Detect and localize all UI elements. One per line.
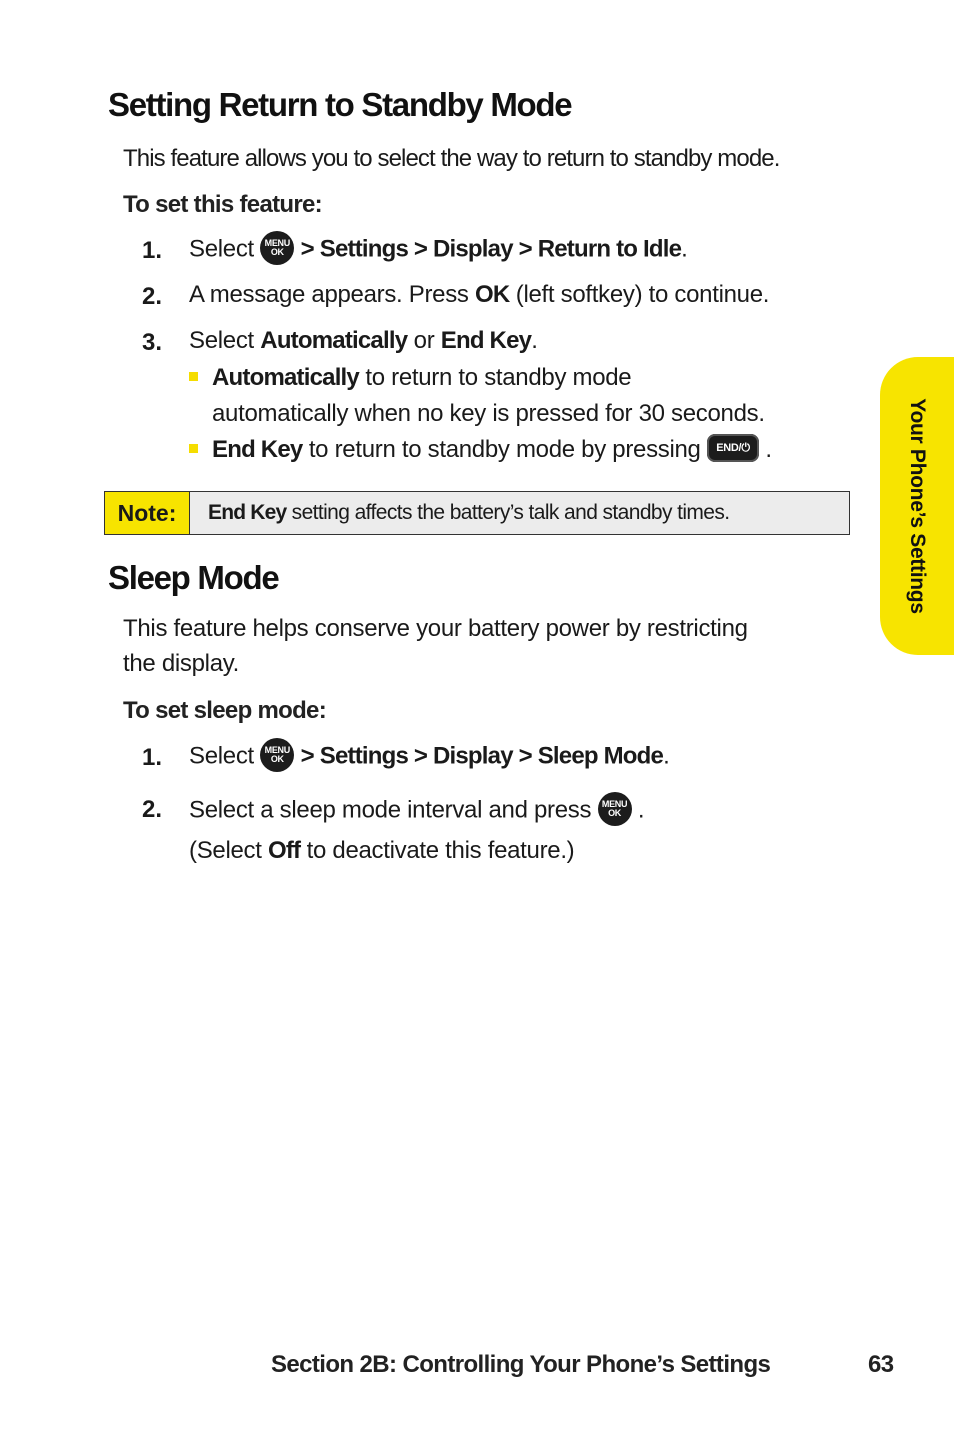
step-1: Select MENU OK > Settings > Display > Return to Idle. xyxy=(189,233,688,267)
section-heading-return-to-standby: Setting Return to Standby Mode xyxy=(108,86,572,123)
section-intro-line2: the display. xyxy=(123,650,240,677)
menu-ok-key-icon: MENU OK xyxy=(260,231,294,265)
bullet-end-key: End Key to return to standby mode by pressing END/⏻ . xyxy=(189,436,772,465)
step-3: Select Automatically or End Key. xyxy=(189,327,538,354)
footer-section-title: Section 2B: Controlling Your Phone’s Settings xyxy=(271,1351,771,1378)
section-intro-line1: This feature helps conserve your battery power by restricting xyxy=(123,615,748,642)
section-intro: This feature allows you to select the way to return to standby mode. xyxy=(123,145,780,172)
menu-ok-key-icon: MENU OK xyxy=(260,738,294,772)
step-text: Select xyxy=(189,235,254,263)
procedure-subheading: To set sleep mode: xyxy=(123,697,327,724)
note-box xyxy=(104,491,850,535)
menu-path: > Settings > Display > Sleep Mode xyxy=(300,742,664,770)
menu-path: > Settings > Display > Return to Idle xyxy=(300,235,682,263)
note-text: End Key setting affects the battery’s talk and standby times. xyxy=(208,501,730,524)
step-number: 3. xyxy=(142,329,163,356)
section-heading-sleep-mode: Sleep Mode xyxy=(108,559,279,596)
step-number: 1. xyxy=(142,237,163,264)
bullet-icon xyxy=(189,372,198,381)
menu-ok-key-icon: MENU OK xyxy=(598,792,632,826)
step-number: 2. xyxy=(142,283,163,310)
bullet-automatically-cont: automatically when no key is pressed for 30 seconds. xyxy=(212,400,765,427)
ok-softkey-label: OK xyxy=(475,281,510,308)
step-number: 2. xyxy=(142,796,163,823)
sleep-step-2-cont: (Select Off to deactivate this feature.) xyxy=(189,837,575,864)
sleep-step-2: Select a sleep mode interval and press MENU OK . xyxy=(189,794,644,828)
step-number: 1. xyxy=(142,744,163,771)
bullet-automatically: Automatically to return to standby mode xyxy=(189,364,631,392)
sleep-step-1: Select MENU OK > Settings > Display > Sleep Mode. xyxy=(189,740,669,774)
page-number: 63 xyxy=(868,1351,894,1378)
chapter-side-tab xyxy=(880,357,954,655)
chapter-side-tab-label: Your Phone’s Settings xyxy=(906,398,929,614)
note-label: Note: xyxy=(105,492,190,534)
end-power-key-icon: END/⏻ xyxy=(707,434,759,462)
step-2: A message appears. Press OK (left softkey) to continue. xyxy=(189,281,770,308)
bullet-icon xyxy=(189,444,198,453)
procedure-subheading: To set this feature: xyxy=(123,191,322,218)
